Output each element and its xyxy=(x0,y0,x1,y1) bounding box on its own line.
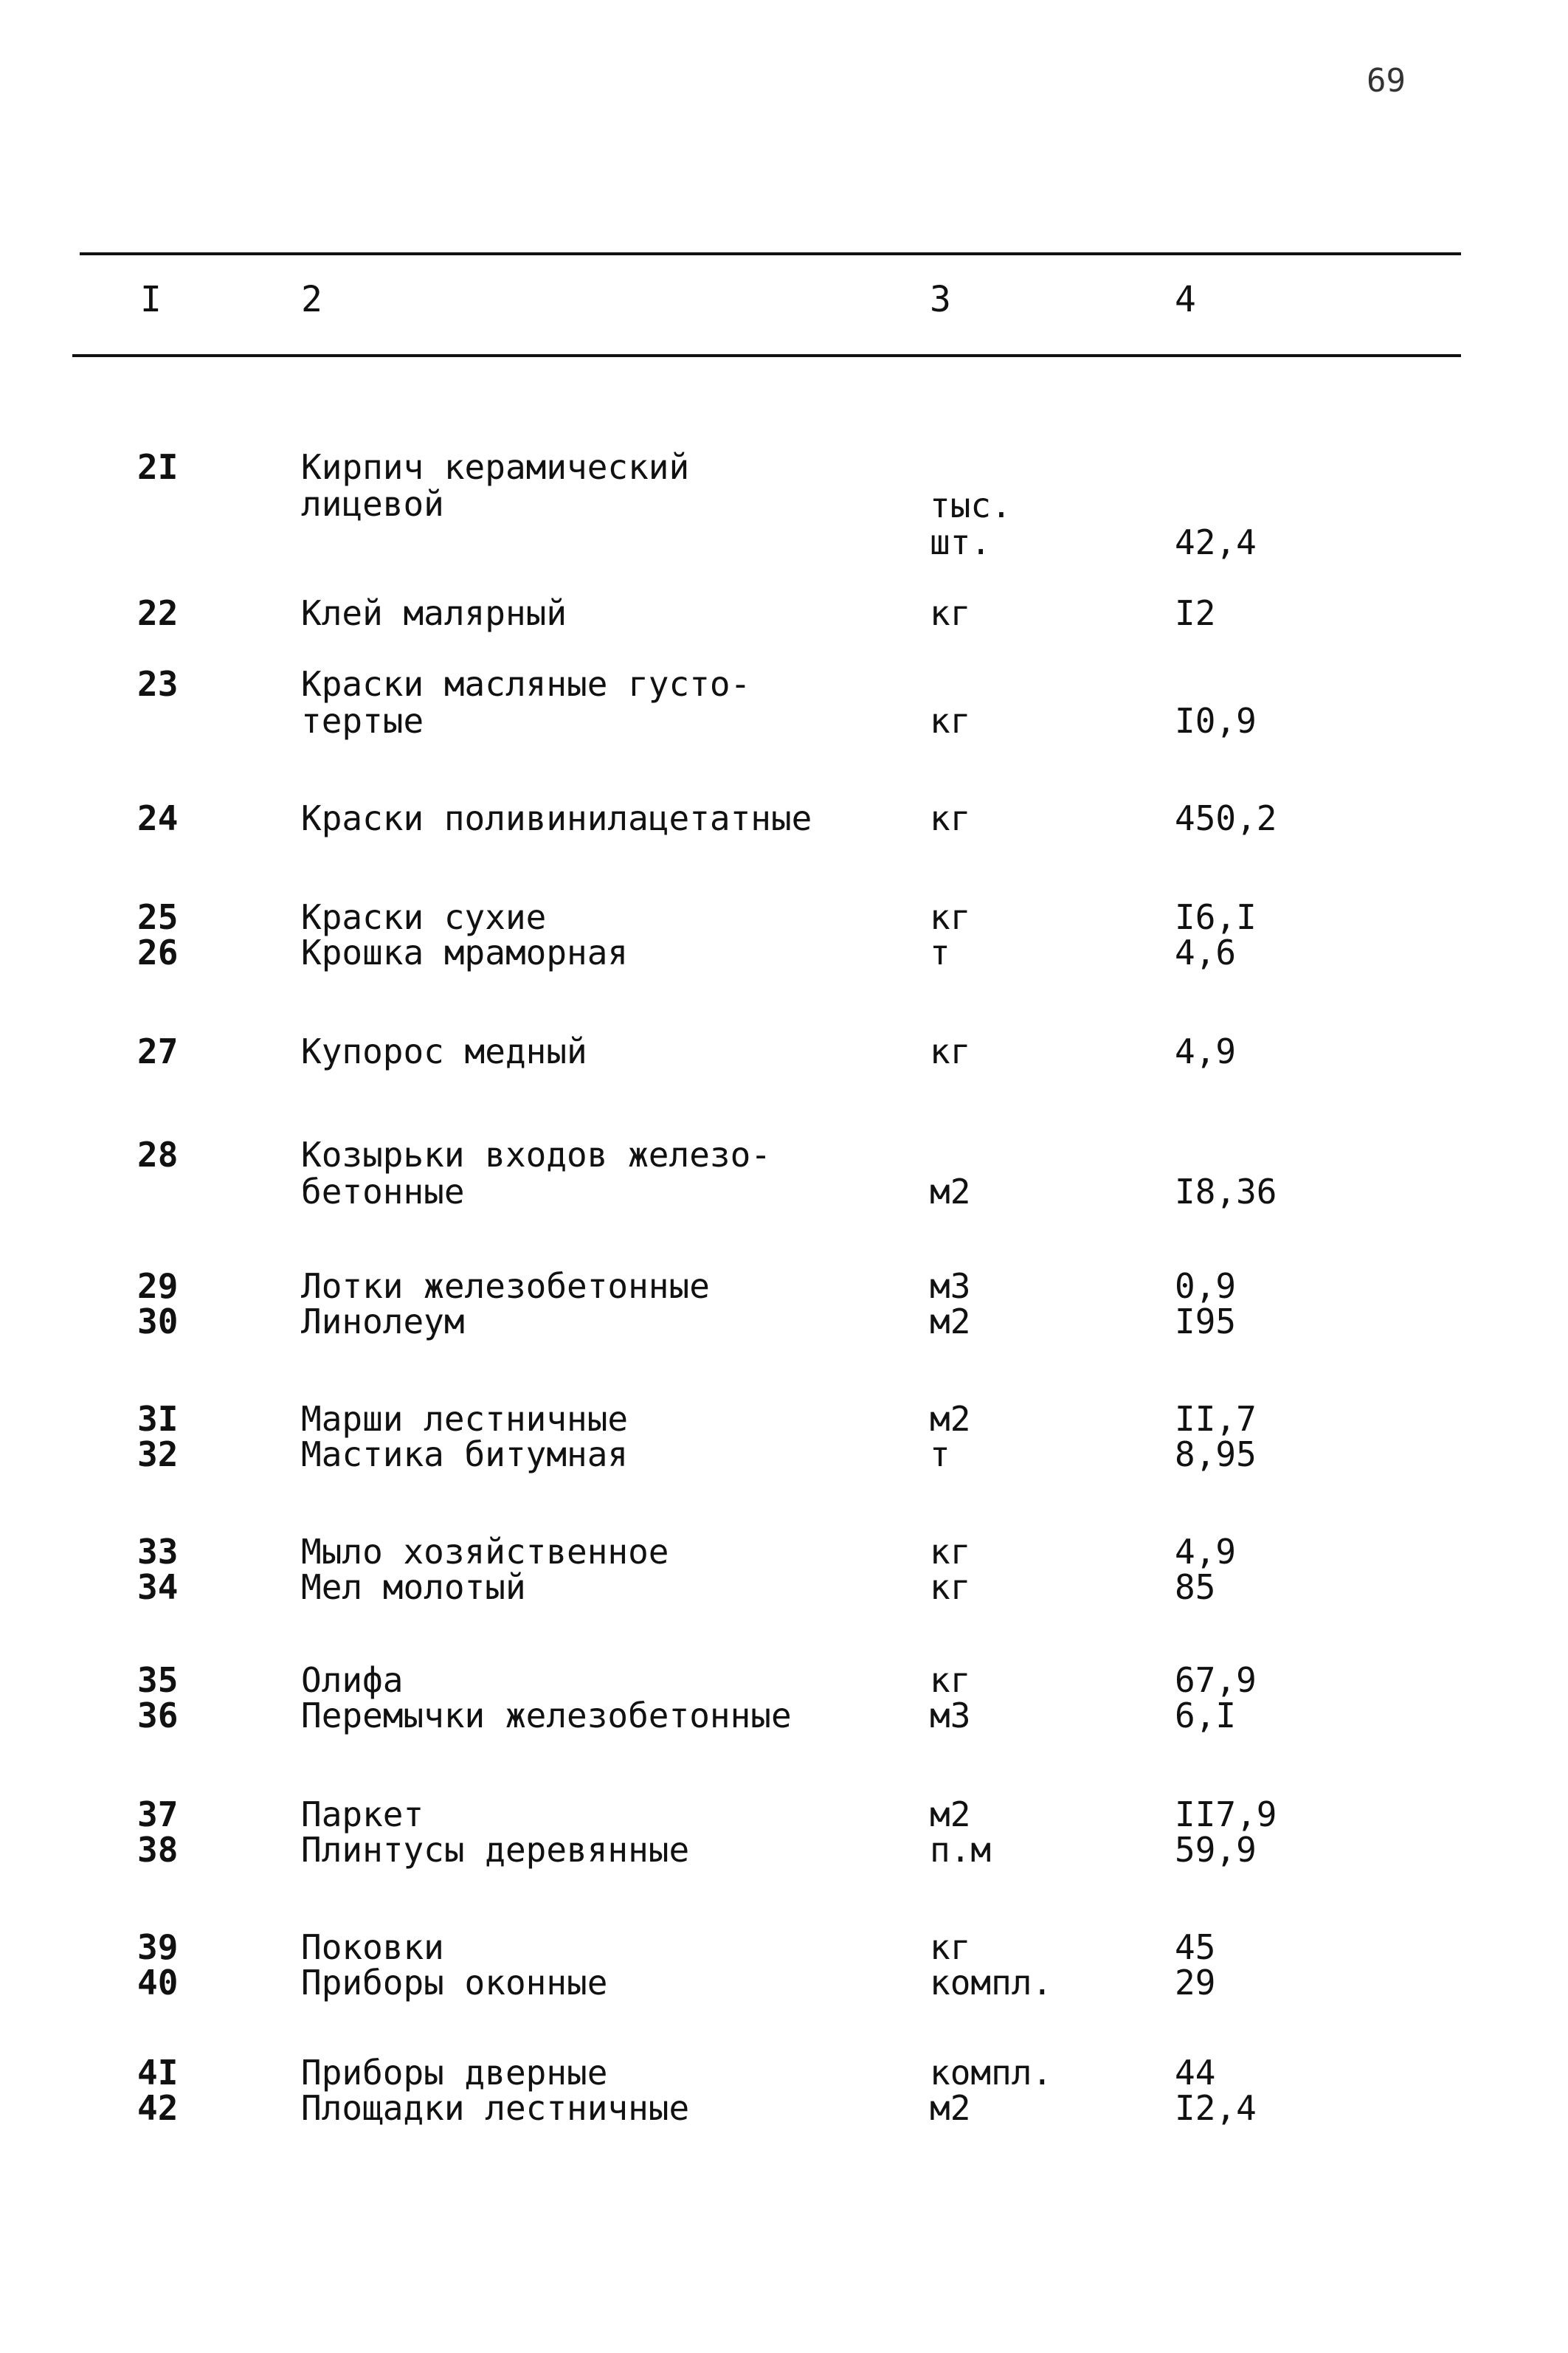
table-row xyxy=(0,800,1568,837)
unit: кг xyxy=(930,1660,971,1700)
row-number: 36 xyxy=(137,1696,179,1735)
quantity: I2,4 xyxy=(1175,2088,1257,2128)
row-number: 28 xyxy=(137,1135,179,1175)
header-col-3: 3 xyxy=(930,279,951,320)
table-row xyxy=(0,595,1568,632)
quantity: II7,9 xyxy=(1175,1794,1277,1834)
unit: кг xyxy=(930,701,971,741)
unit: кг xyxy=(930,897,971,937)
header-col-4: 4 xyxy=(1175,279,1196,320)
material-name: Клей малярный xyxy=(301,593,567,633)
table-row xyxy=(0,1569,1568,1606)
table-row xyxy=(0,666,1568,739)
quantity: 29 xyxy=(1175,1963,1216,2003)
unit: п.м xyxy=(930,1830,992,1870)
row-number: 32 xyxy=(137,1434,179,1474)
table-row xyxy=(0,1964,1568,2001)
row-number: 33 xyxy=(137,1532,179,1572)
material-name: Краски масляные густо- тертые xyxy=(301,664,751,741)
table-row xyxy=(0,2054,1568,2091)
material-name: Краски сухие xyxy=(301,897,547,937)
quantity: II,7 xyxy=(1175,1399,1257,1439)
quantity: 6,I xyxy=(1175,1696,1237,1735)
header-col-1: I xyxy=(140,279,162,320)
unit: кг xyxy=(930,1532,971,1572)
quantity: 45 xyxy=(1175,1927,1216,1967)
unit: компл. xyxy=(930,1963,1053,2003)
table-row xyxy=(0,934,1568,971)
unit: кг xyxy=(930,1927,971,1967)
unit: м2 xyxy=(930,1794,971,1834)
table-row xyxy=(0,1533,1568,1570)
row-number: 29 xyxy=(137,1266,179,1306)
quantity: I6,I xyxy=(1175,897,1257,937)
row-number: 3I xyxy=(137,1399,179,1439)
page-number: 69 xyxy=(1367,62,1406,100)
table-row xyxy=(0,1136,1568,1210)
row-number: 25 xyxy=(137,897,179,937)
material-name: Мастика битумная xyxy=(301,1434,629,1474)
unit: кг xyxy=(930,593,971,633)
table-row xyxy=(0,1436,1568,1473)
table-row xyxy=(0,1662,1568,1699)
quantity: I95 xyxy=(1175,1302,1237,1341)
quantity: 85 xyxy=(1175,1567,1216,1607)
table-row xyxy=(0,447,1568,562)
table-row xyxy=(0,1796,1568,1833)
header-col-2: 2 xyxy=(301,279,322,320)
quantity: 8,95 xyxy=(1175,1434,1257,1474)
row-number: 39 xyxy=(137,1927,179,1967)
material-name: Кирпич керамический лицевой xyxy=(301,447,690,524)
material-name: Лотки железобетонные xyxy=(301,1266,710,1306)
table-row xyxy=(0,1929,1568,1966)
row-number: 34 xyxy=(137,1567,179,1607)
unit: тыс. шт. xyxy=(930,486,1012,562)
unit: м2 xyxy=(930,1302,971,1341)
material-name: Марши лестничные xyxy=(301,1399,629,1439)
table-header-rule xyxy=(72,354,1461,357)
material-name: Площадки лестничные xyxy=(301,2088,690,2128)
table-row xyxy=(0,1033,1568,1070)
row-number: 4I xyxy=(137,2053,179,2093)
table-row xyxy=(0,2090,1568,2126)
material-name: Паркет xyxy=(301,1794,424,1834)
unit: м2 xyxy=(930,2088,971,2128)
table-row xyxy=(0,899,1568,936)
unit: м3 xyxy=(930,1696,971,1735)
quantity: 4,9 xyxy=(1175,1032,1237,1071)
quantity: 67,9 xyxy=(1175,1660,1257,1700)
quantity: 450,2 xyxy=(1175,798,1277,838)
quantity: 59,9 xyxy=(1175,1830,1257,1870)
table-row xyxy=(0,1831,1568,1868)
unit: кг xyxy=(930,798,971,838)
quantity: I2 xyxy=(1175,593,1216,633)
row-number: 22 xyxy=(137,593,179,633)
row-number: 24 xyxy=(137,798,179,838)
row-number: 38 xyxy=(137,1830,179,1870)
table-row xyxy=(0,1303,1568,1340)
table-row xyxy=(0,1400,1568,1437)
row-number: 37 xyxy=(137,1794,179,1834)
unit: т xyxy=(930,1434,950,1474)
material-name: Плинтусы деревянные xyxy=(301,1830,690,1870)
material-name: Мыло хозяйственное xyxy=(301,1532,669,1572)
unit: м3 xyxy=(930,1266,971,1306)
material-name: Мел молотый xyxy=(301,1567,526,1607)
material-name: Козырьки входов железо- бетонные xyxy=(301,1135,771,1212)
row-number: 42 xyxy=(137,2088,179,2128)
row-number: 2I xyxy=(137,447,179,487)
row-number: 40 xyxy=(137,1963,179,2003)
material-name: Перемычки железобетонные xyxy=(301,1696,792,1735)
quantity: 42,4 xyxy=(1175,522,1257,562)
quantity: 44 xyxy=(1175,2053,1216,2093)
row-number: 35 xyxy=(137,1660,179,1700)
table-top-rule xyxy=(80,252,1461,255)
quantity: 4,9 xyxy=(1175,1532,1237,1572)
quantity: I0,9 xyxy=(1175,701,1257,741)
material-name: Приборы дверные xyxy=(301,2053,608,2093)
material-name: Крошка мраморная xyxy=(301,933,629,972)
unit: м2 xyxy=(930,1399,971,1439)
unit: кг xyxy=(930,1032,971,1071)
material-name: Олифа xyxy=(301,1660,404,1700)
quantity: 0,9 xyxy=(1175,1266,1237,1306)
row-number: 23 xyxy=(137,664,179,704)
table-row xyxy=(0,1268,1568,1305)
unit: компл. xyxy=(930,2053,1053,2093)
row-number: 26 xyxy=(137,933,179,972)
quantity: I8,36 xyxy=(1175,1172,1277,1212)
table-header xyxy=(0,279,1568,331)
row-number: 30 xyxy=(137,1302,179,1341)
table-row xyxy=(0,1697,1568,1734)
material-name: Краски поливинилацетатные xyxy=(301,798,812,838)
row-number: 27 xyxy=(137,1032,179,1071)
unit: т xyxy=(930,933,950,972)
unit: м2 xyxy=(930,1172,971,1212)
material-name: Линолеум xyxy=(301,1302,465,1341)
material-name: Купорос медный xyxy=(301,1032,587,1071)
unit: кг xyxy=(930,1567,971,1607)
material-name: Приборы оконные xyxy=(301,1963,608,2003)
material-name: Поковки xyxy=(301,1927,444,1967)
quantity: 4,6 xyxy=(1175,933,1237,972)
